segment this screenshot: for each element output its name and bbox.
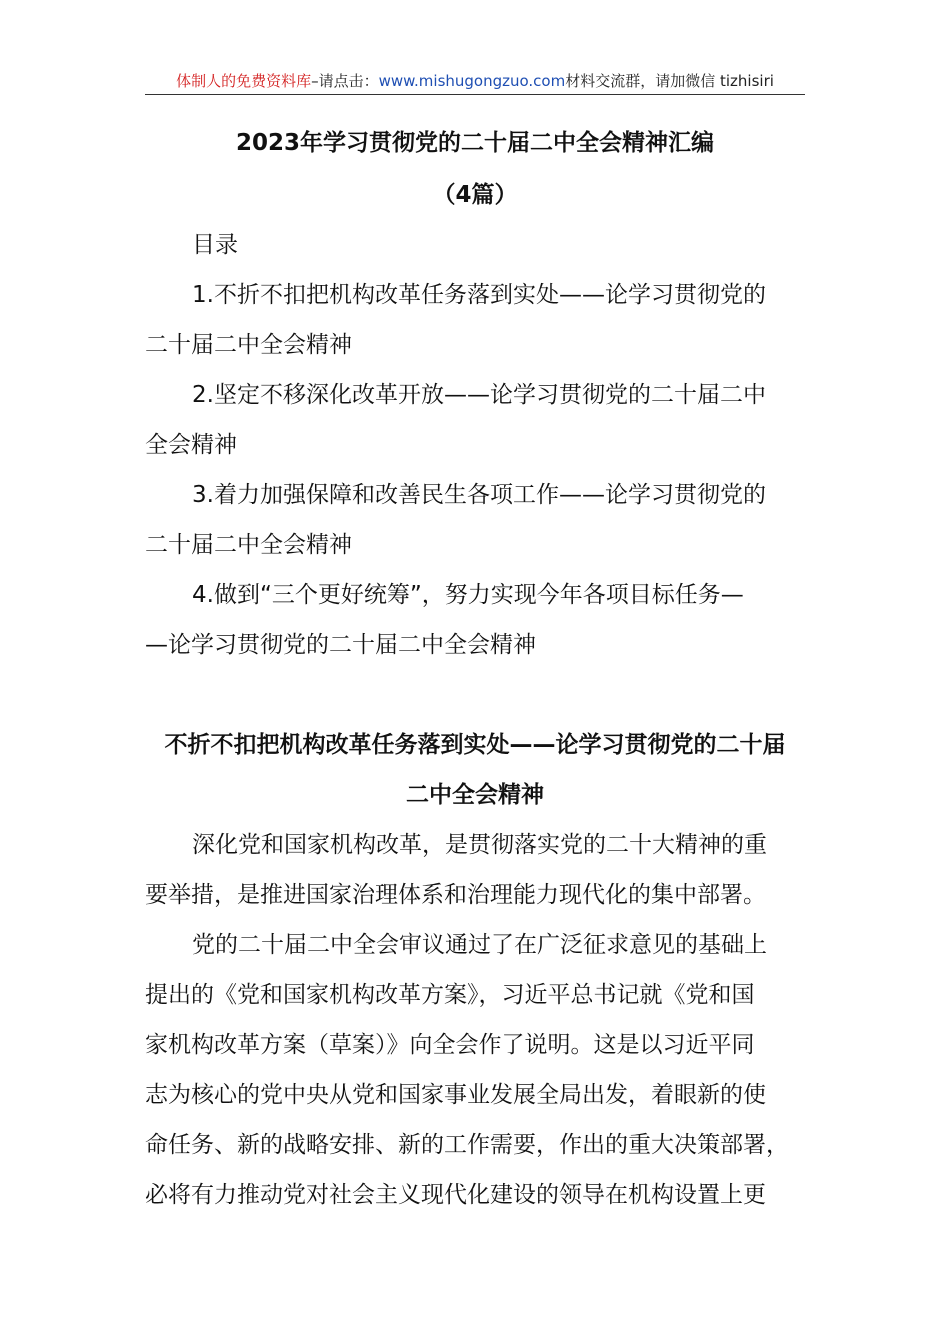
header-note: 材料交流群，请加微信 tizhisiri — [565, 72, 774, 90]
toc-line: —论学习贯彻党的二十届二中全会精神 — [145, 632, 536, 658]
toc-line: 二十届二中全会精神 — [145, 532, 352, 558]
article-title: 不折不扣把机构改革任务落到实处——论学习贯彻党的二十届 — [164, 732, 786, 758]
toc-line: 二十届二中全会精神 — [145, 332, 352, 358]
toc-line: 1.不折不扣把机构改革任务落到实处——论学习贯彻党的 — [192, 282, 766, 308]
body-line: 深化党和国家机构改革，是贯彻落实党的二十大精神的重 — [192, 832, 767, 858]
header-prompt: –请点击： — [311, 72, 379, 90]
toc-line: 4.做到“三个更好统筹”，努力实现今年各项目标任务— — [192, 582, 744, 608]
body-line: 家机构改革方案（草案）》向全会作了说明。这是以习近平同 — [145, 1032, 755, 1058]
document-subtitle: （4篇） — [432, 182, 518, 208]
body-line: 要举措，是推进国家治理体系和治理能力现代化的集中部署。 — [145, 882, 766, 908]
toc-line: 2.坚定不移深化改革开放——论学习贯彻党的二十届二中 — [192, 382, 766, 408]
page-header — [145, 68, 805, 95]
header-brand: 体制人的免费资料库 — [176, 72, 312, 90]
article-title: 二中全会精神 — [406, 782, 544, 808]
header-url-link[interactable]: www.mishugongzuo.com — [378, 72, 566, 90]
toc-line: 3.着力加强保障和改善民生各项工作——论学习贯彻党的 — [192, 482, 766, 508]
body-line: 志为核心的党中央从党和国家事业发展全局出发，着眼新的使 — [145, 1082, 766, 1108]
body-line: 提出的《党和国家机构改革方案》，习近平总书记就《党和国 — [145, 982, 755, 1008]
body-line: 党的二十届二中全会审议通过了在广泛征求意见的基础上 — [192, 932, 767, 958]
body-line: 必将有力推动党对社会主义现代化建设的领导在机构设置上更 — [145, 1182, 766, 1208]
toc-line: 全会精神 — [145, 432, 237, 458]
document-title: 2023年学习贯彻党的二十届二中全会精神汇编 — [235, 130, 714, 156]
toc-heading: 目录 — [192, 232, 238, 258]
body-line: 命任务、新的战略安排、新的工作需要，作出的重大决策部署， — [145, 1132, 789, 1158]
